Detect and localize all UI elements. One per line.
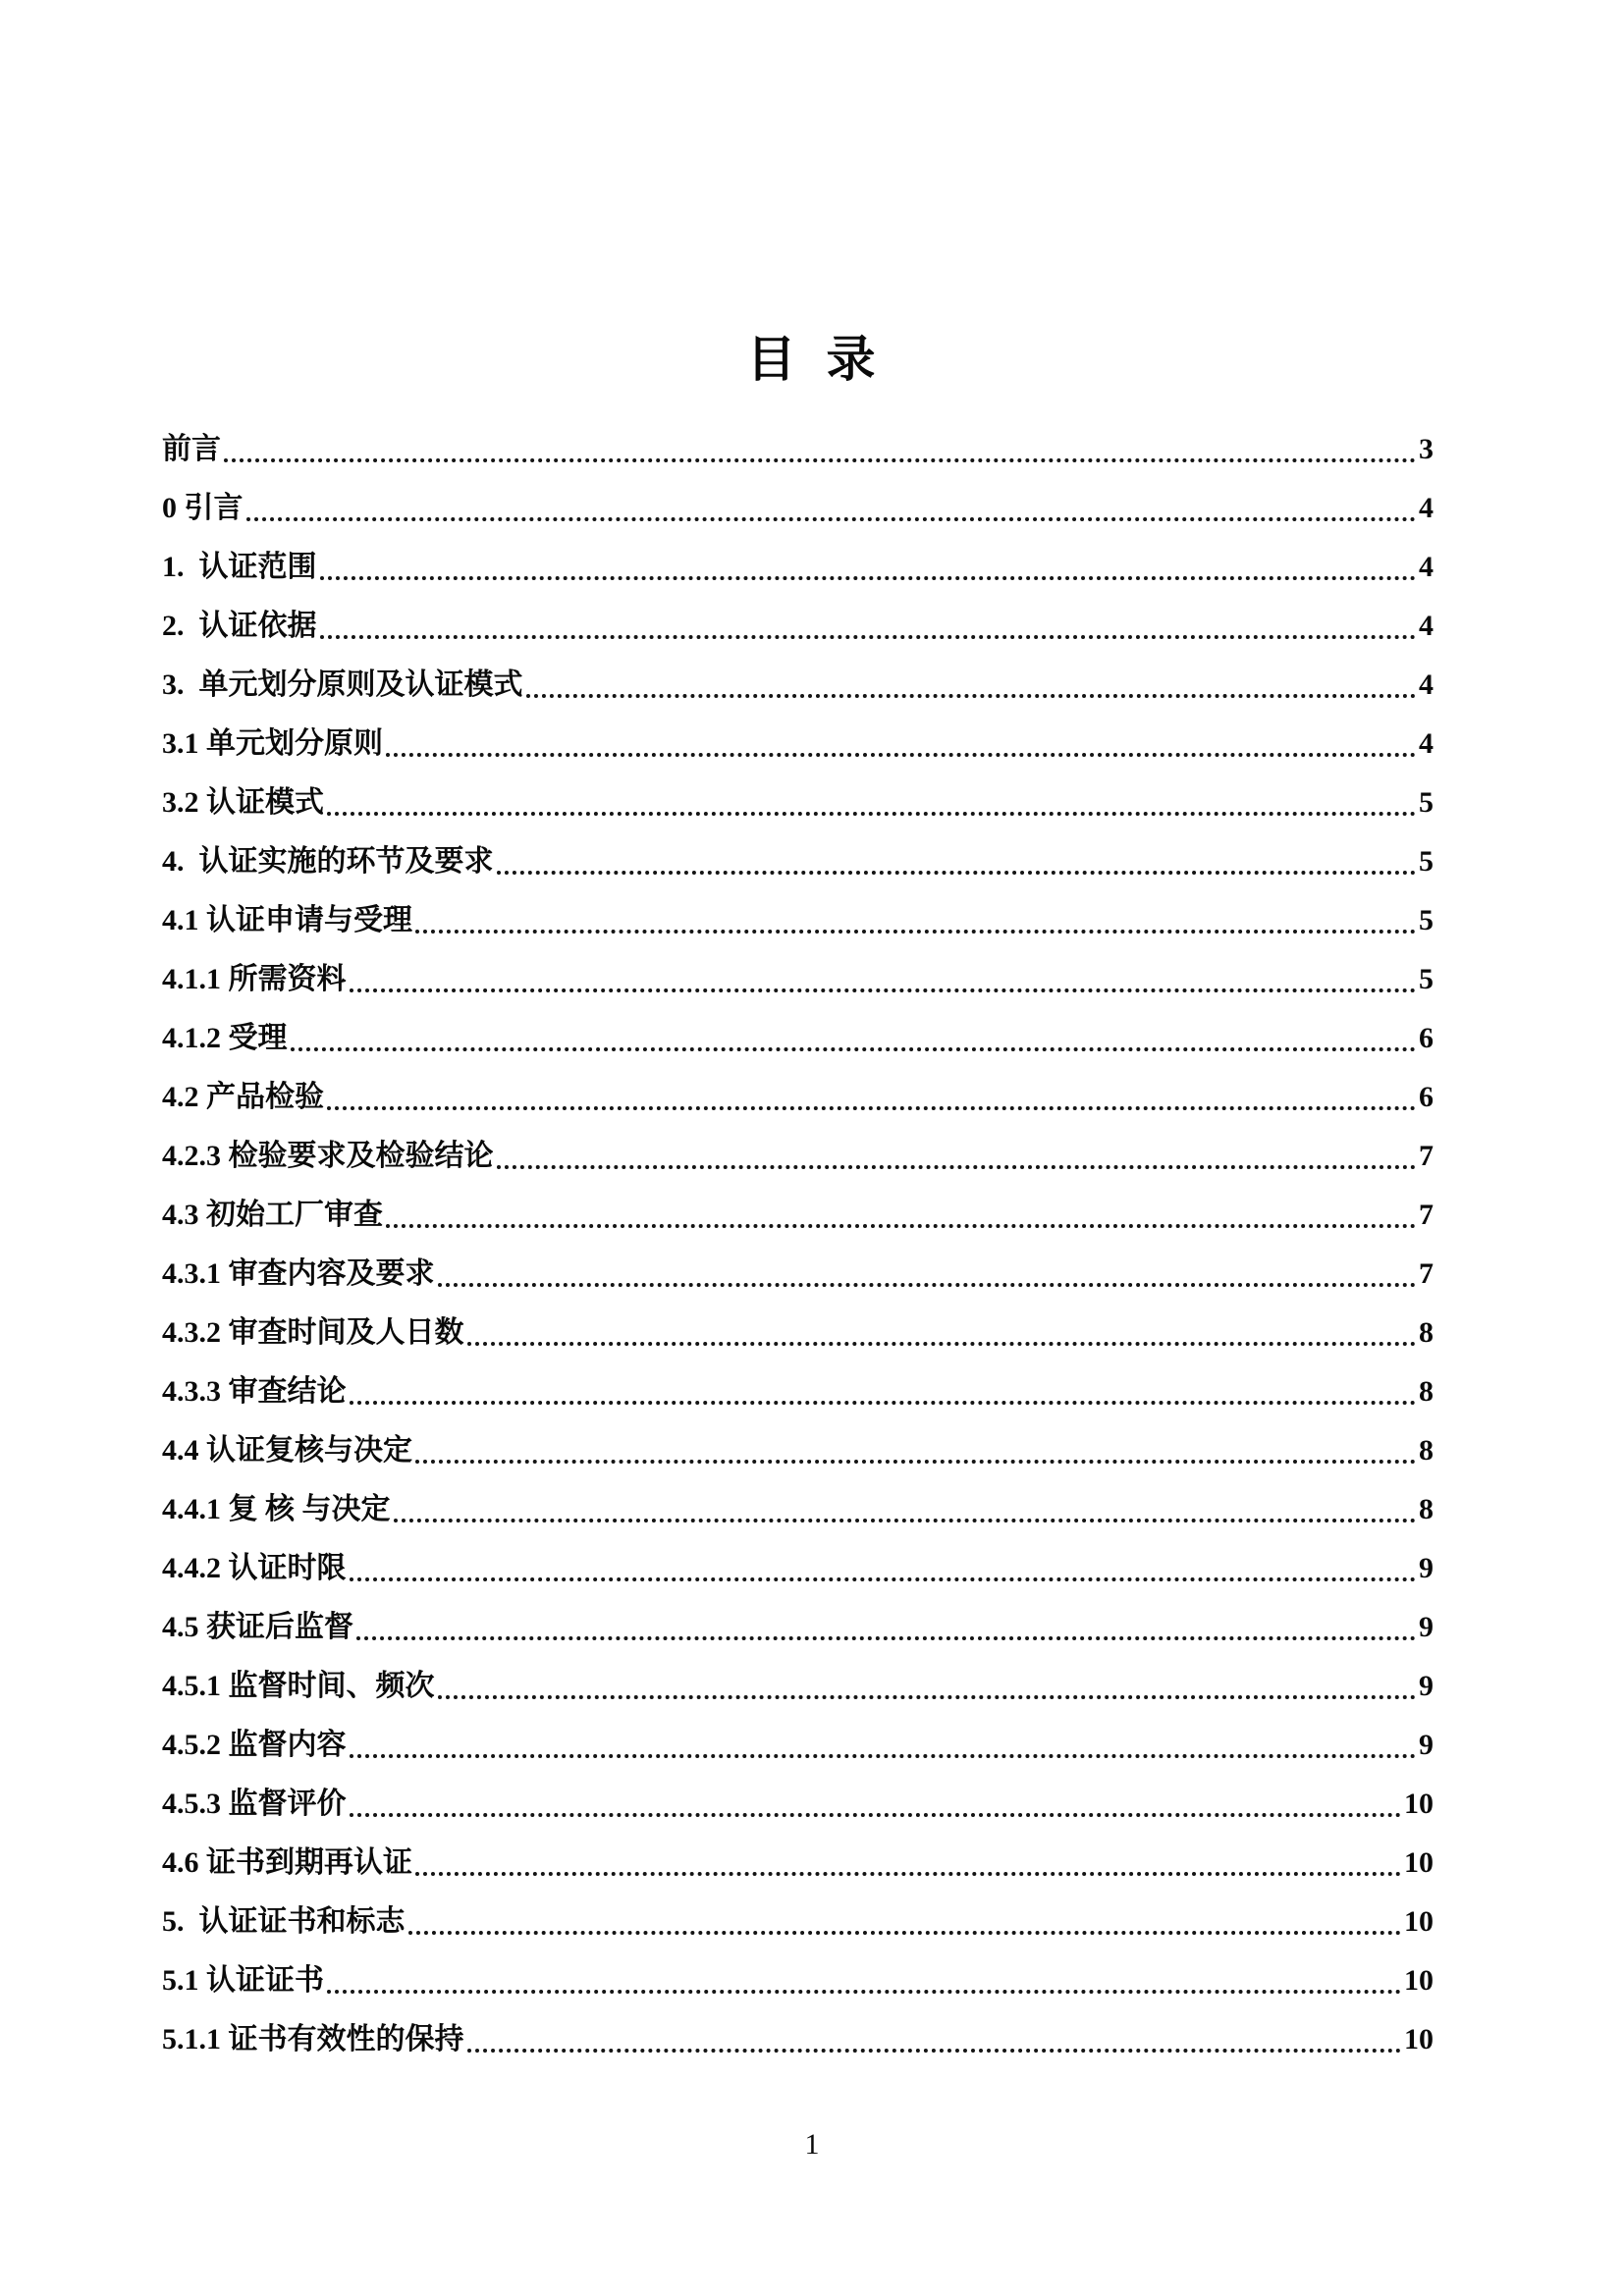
toc-row bbox=[162, 471, 1434, 530]
toc-page-number: 10 bbox=[1404, 1788, 1434, 1820]
toc-row bbox=[162, 1472, 1434, 1531]
toc-row bbox=[162, 883, 1434, 942]
toc-row bbox=[162, 412, 1434, 471]
toc-entry-label: 3.2 认证模式 bbox=[162, 786, 324, 819]
toc-row bbox=[162, 942, 1434, 1001]
toc-entry-label: 4.3.2 审查时间及人日数 bbox=[162, 1316, 464, 1349]
toc-dot-leader bbox=[467, 2049, 1402, 2053]
toc-dot-leader bbox=[327, 1106, 1416, 1110]
toc-entry-label: 4.3.1 审查内容及要求 bbox=[162, 1257, 435, 1290]
toc-entry-label: 4.1.1 所需资料 bbox=[162, 963, 347, 995]
toc-dot-leader bbox=[497, 1165, 1417, 1169]
toc-row bbox=[162, 648, 1434, 707]
toc-row bbox=[162, 1414, 1434, 1472]
toc-entry-label: 3. 单元划分原则及认证模式 bbox=[162, 668, 523, 701]
toc-row bbox=[162, 1885, 1434, 1944]
toc-page-number: 5 bbox=[1419, 963, 1434, 995]
toc-row bbox=[162, 589, 1434, 648]
toc-entry-label: 0 引言 bbox=[162, 492, 244, 524]
toc-dot-leader bbox=[415, 1872, 1401, 1876]
toc-row bbox=[162, 1355, 1434, 1414]
toc-page-number: 8 bbox=[1419, 1434, 1434, 1467]
footer-page-number: 1 bbox=[804, 2128, 820, 2161]
toc-dot-leader bbox=[246, 517, 1417, 521]
toc-page-number: 9 bbox=[1419, 1729, 1434, 1761]
toc-page-number: 8 bbox=[1419, 1316, 1434, 1349]
toc-dot-leader bbox=[394, 1519, 1417, 1522]
toc-dot-leader bbox=[224, 458, 1416, 462]
toc-entry-label: 前言 bbox=[162, 433, 221, 465]
toc-dot-leader bbox=[327, 1990, 1401, 1994]
toc-entry-label: 4.2 产品检验 bbox=[162, 1081, 324, 1113]
toc-page-number: 4 bbox=[1419, 727, 1434, 760]
toc-row bbox=[162, 2002, 1434, 2061]
toc-dot-leader bbox=[526, 694, 1417, 698]
toc-dot-leader bbox=[438, 1283, 1417, 1287]
toc-page-number: 10 bbox=[1404, 1905, 1434, 1938]
toc-page-number: 4 bbox=[1419, 492, 1434, 524]
toc-page-number: 6 bbox=[1419, 1022, 1434, 1054]
toc-dot-leader bbox=[438, 1695, 1417, 1699]
toc-entry-label: 4.1.2 受理 bbox=[162, 1022, 288, 1054]
toc-entry-label: 4.5.3 监督评价 bbox=[162, 1788, 347, 1820]
toc-page-number: 5 bbox=[1419, 786, 1434, 819]
toc-row bbox=[162, 530, 1434, 589]
toc-entry-label: 5.1 认证证书 bbox=[162, 1964, 324, 1997]
toc-list bbox=[162, 412, 1434, 2061]
toc-row bbox=[162, 1944, 1434, 2002]
toc-dot-leader bbox=[350, 1754, 1417, 1758]
toc-row bbox=[162, 1708, 1434, 1767]
toc-row bbox=[162, 1001, 1434, 1060]
toc-row bbox=[162, 825, 1434, 883]
toc-page-number: 8 bbox=[1419, 1493, 1434, 1525]
toc-dot-leader bbox=[291, 1047, 1417, 1051]
toc-row bbox=[162, 1590, 1434, 1649]
toc-entry-label: 4.4.1 复 核 与决定 bbox=[162, 1493, 391, 1525]
toc-page-number: 7 bbox=[1419, 1140, 1434, 1172]
toc-page-number: 7 bbox=[1419, 1199, 1434, 1231]
toc-page-number: 6 bbox=[1419, 1081, 1434, 1113]
toc-dot-leader bbox=[415, 930, 1416, 934]
toc-entry-label: 4.5.1 监督时间、频次 bbox=[162, 1670, 435, 1702]
toc-page-number: 5 bbox=[1419, 904, 1434, 936]
toc-row bbox=[162, 766, 1434, 825]
toc-row bbox=[162, 1826, 1434, 1885]
toc-dot-leader bbox=[350, 988, 1417, 992]
toc-dot-leader bbox=[386, 1224, 1416, 1228]
toc-page-number: 8 bbox=[1419, 1375, 1434, 1408]
toc-entry-label: 1. 认证范围 bbox=[162, 551, 317, 583]
toc-entry-label: 4.5 获证后监督 bbox=[162, 1611, 353, 1643]
toc-row bbox=[162, 1531, 1434, 1590]
toc-dot-leader bbox=[320, 576, 1417, 580]
toc-page-number: 10 bbox=[1404, 1846, 1434, 1879]
toc-dot-leader bbox=[320, 635, 1417, 639]
toc-entry-label: 4.5.2 监督内容 bbox=[162, 1729, 347, 1761]
toc-page-number: 4 bbox=[1419, 551, 1434, 583]
toc-page-number: 9 bbox=[1419, 1611, 1434, 1643]
toc-dot-leader bbox=[350, 1577, 1417, 1581]
toc-dot-leader bbox=[415, 1460, 1416, 1464]
toc-row bbox=[162, 1178, 1434, 1237]
toc-entry-label: 5.1.1 证书有效性的保持 bbox=[162, 2023, 464, 2056]
toc-dot-leader bbox=[350, 1401, 1417, 1405]
toc-entry-label: 4.2.3 检验要求及检验结论 bbox=[162, 1140, 494, 1172]
toc-dot-leader bbox=[350, 1813, 1402, 1817]
toc-entry-label: 5. 认证证书和标志 bbox=[162, 1905, 406, 1938]
toc-row bbox=[162, 1767, 1434, 1826]
toc-dot-leader bbox=[408, 1931, 1402, 1935]
toc-entry-label: 4.4.2 认证时限 bbox=[162, 1552, 347, 1584]
toc-page-number: 10 bbox=[1404, 1964, 1434, 1997]
toc-page-number: 10 bbox=[1404, 2023, 1434, 2056]
toc-dot-leader bbox=[497, 871, 1417, 875]
toc-page-number: 3 bbox=[1419, 433, 1434, 465]
toc-page-number: 5 bbox=[1419, 845, 1434, 878]
toc-entry-label: 4.6 证书到期再认证 bbox=[162, 1846, 412, 1879]
toc-entry-label: 4.1 认证申请与受理 bbox=[162, 904, 412, 936]
toc-row bbox=[162, 1237, 1434, 1296]
toc-dot-leader bbox=[327, 812, 1416, 816]
toc-page-number: 9 bbox=[1419, 1670, 1434, 1702]
toc-dot-leader bbox=[356, 1636, 1416, 1640]
toc-row bbox=[162, 1060, 1434, 1119]
toc-page-number: 9 bbox=[1419, 1552, 1434, 1584]
toc-page-number: 4 bbox=[1419, 668, 1434, 701]
toc-dot-leader bbox=[386, 753, 1416, 757]
toc-dot-leader bbox=[467, 1342, 1417, 1346]
toc-page-number: 7 bbox=[1419, 1257, 1434, 1290]
toc-entry-label: 4.3.3 审查结论 bbox=[162, 1375, 347, 1408]
toc-entry-label: 2. 认证依据 bbox=[162, 610, 317, 642]
toc-entry-label: 4. 认证实施的环节及要求 bbox=[162, 845, 494, 878]
toc-entry-label: 4.4 认证复核与决定 bbox=[162, 1434, 412, 1467]
toc-row bbox=[162, 707, 1434, 766]
toc-row bbox=[162, 1119, 1434, 1178]
toc-page-number: 4 bbox=[1419, 610, 1434, 642]
toc-entry-label: 4.3 初始工厂审查 bbox=[162, 1199, 383, 1231]
page-title: 目 录 bbox=[746, 332, 878, 387]
toc-entry-label: 3.1 单元划分原则 bbox=[162, 727, 383, 760]
toc-row bbox=[162, 1296, 1434, 1355]
toc-row bbox=[162, 1649, 1434, 1708]
